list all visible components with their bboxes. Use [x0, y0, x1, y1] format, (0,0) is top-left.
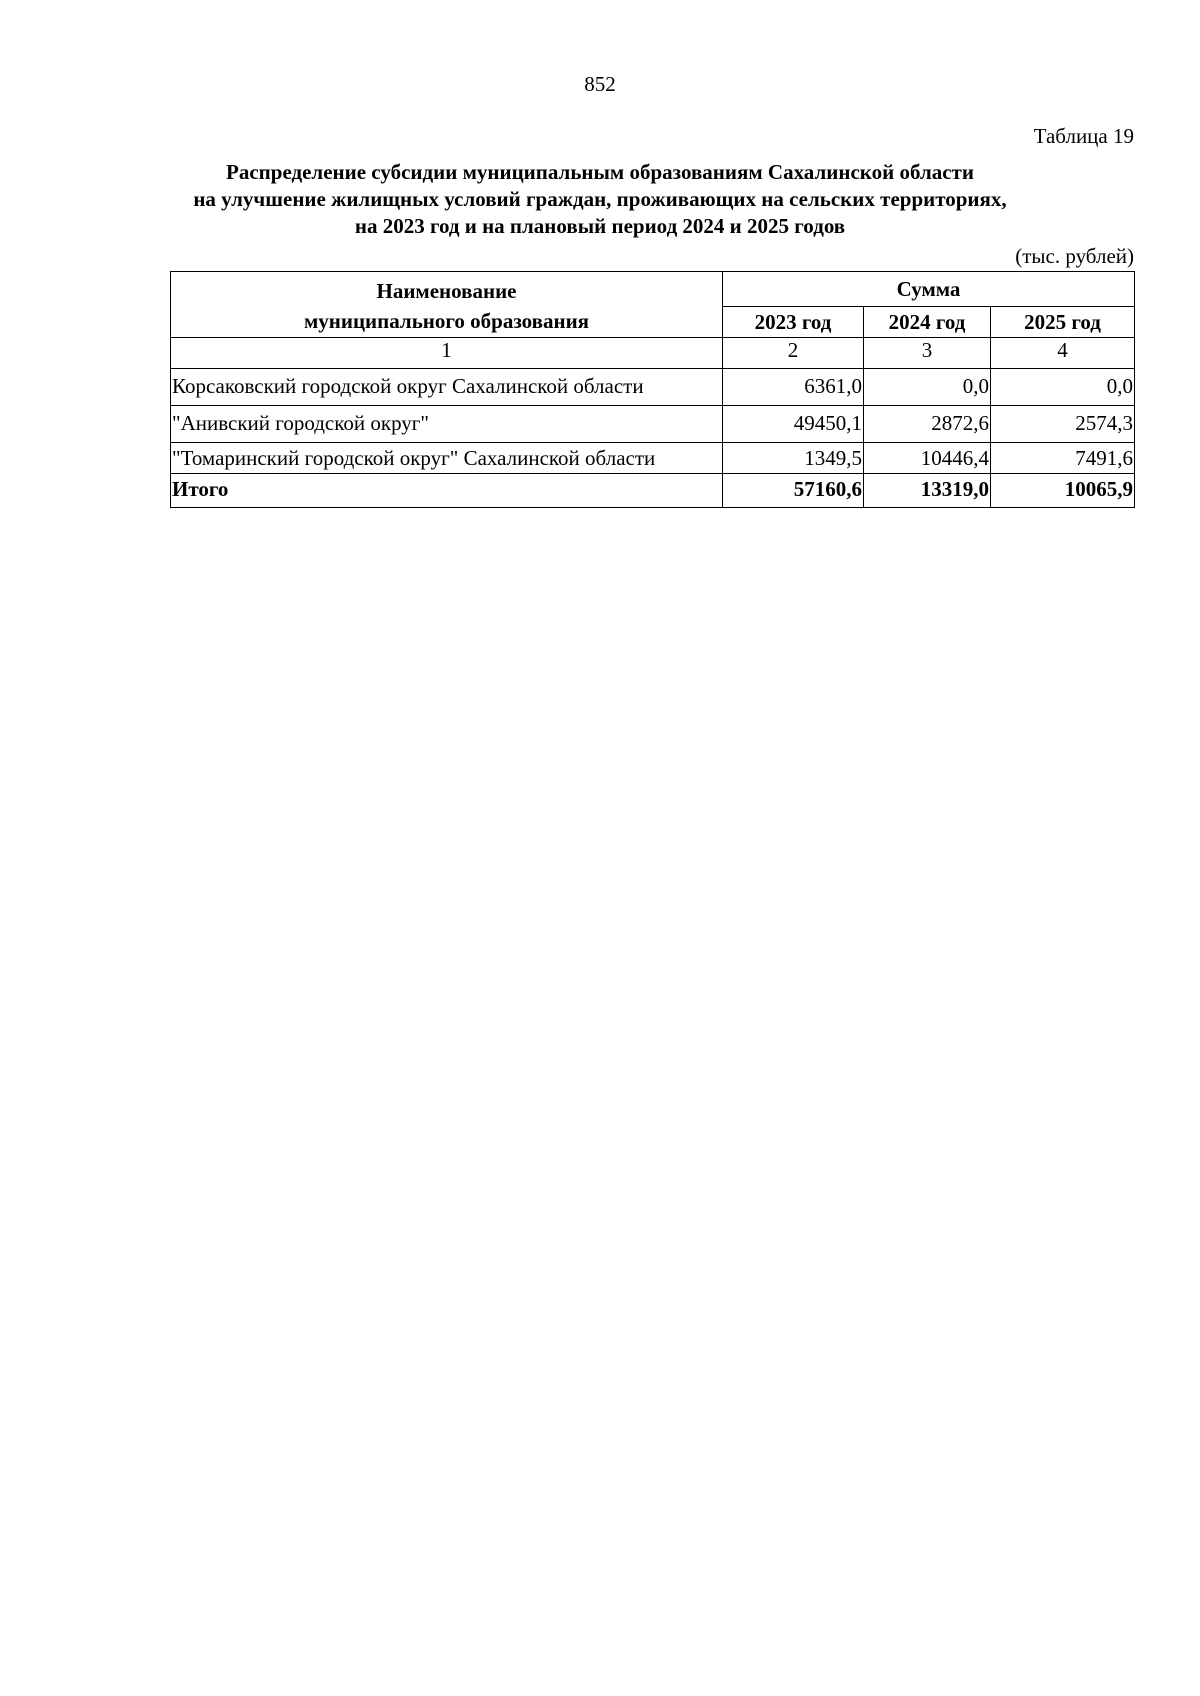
total-label: Итого: [171, 474, 723, 508]
table-row: [171, 369, 1135, 406]
column-numbers-row: [171, 338, 1135, 369]
table-row: [171, 406, 1135, 443]
row-value-2024: 10446,4: [864, 443, 991, 474]
row-value-2025: 7491,6: [991, 443, 1135, 474]
column-number: 2: [723, 338, 864, 369]
total-value-2025: 10065,9: [991, 474, 1135, 508]
total-value-2023: 57160,6: [723, 474, 864, 508]
units-label: (тыс. рублей): [1015, 244, 1134, 268]
page-number: 852: [584, 72, 616, 96]
row-value-2023: 1349,5: [723, 443, 864, 474]
document-title: [100, 159, 1100, 240]
row-name: "Анивский городской округ": [171, 406, 723, 443]
row-value-2023: 6361,0: [723, 369, 864, 406]
header-name-line-2: муниципального образования: [303, 308, 590, 333]
row-value-2024: 2872,6: [864, 406, 991, 443]
table-label: Таблица 19: [1033, 124, 1134, 148]
header-name-line-1: Наименование: [376, 278, 517, 303]
table-row: [171, 443, 1135, 474]
title-line-1: Распределение субсидии муниципальным образованиям Сахалинской области: [226, 160, 974, 184]
column-number: 3: [864, 338, 991, 369]
row-value-2024: 0,0: [864, 369, 991, 406]
header-year-2025: 2025 год: [991, 307, 1135, 338]
header-sum: Сумма: [723, 272, 1135, 307]
column-number: 1: [171, 338, 723, 369]
row-value-2025: 2574,3: [991, 406, 1135, 443]
total-row: [171, 474, 1135, 508]
row-name: "Томаринский городской округ" Сахалинской области: [171, 443, 723, 474]
header-name: [171, 272, 723, 338]
title-line-3: на 2023 год и на плановый период 2024 и 2025 годов: [354, 214, 846, 238]
row-value-2025: 0,0: [991, 369, 1135, 406]
subsidy-table: [170, 271, 1135, 508]
header-row: [171, 272, 1135, 307]
header-year-2024: 2024 год: [864, 307, 991, 338]
column-number: 4: [991, 338, 1135, 369]
title-line-2: на улучшение жилищных условий граждан, проживающих на сельских территориях,: [193, 187, 1007, 211]
row-name: Корсаковский городской округ Сахалинской области: [171, 369, 723, 406]
header-year-2023: 2023 год: [723, 307, 864, 338]
total-value-2024: 13319,0: [864, 474, 991, 508]
row-value-2023: 49450,1: [723, 406, 864, 443]
